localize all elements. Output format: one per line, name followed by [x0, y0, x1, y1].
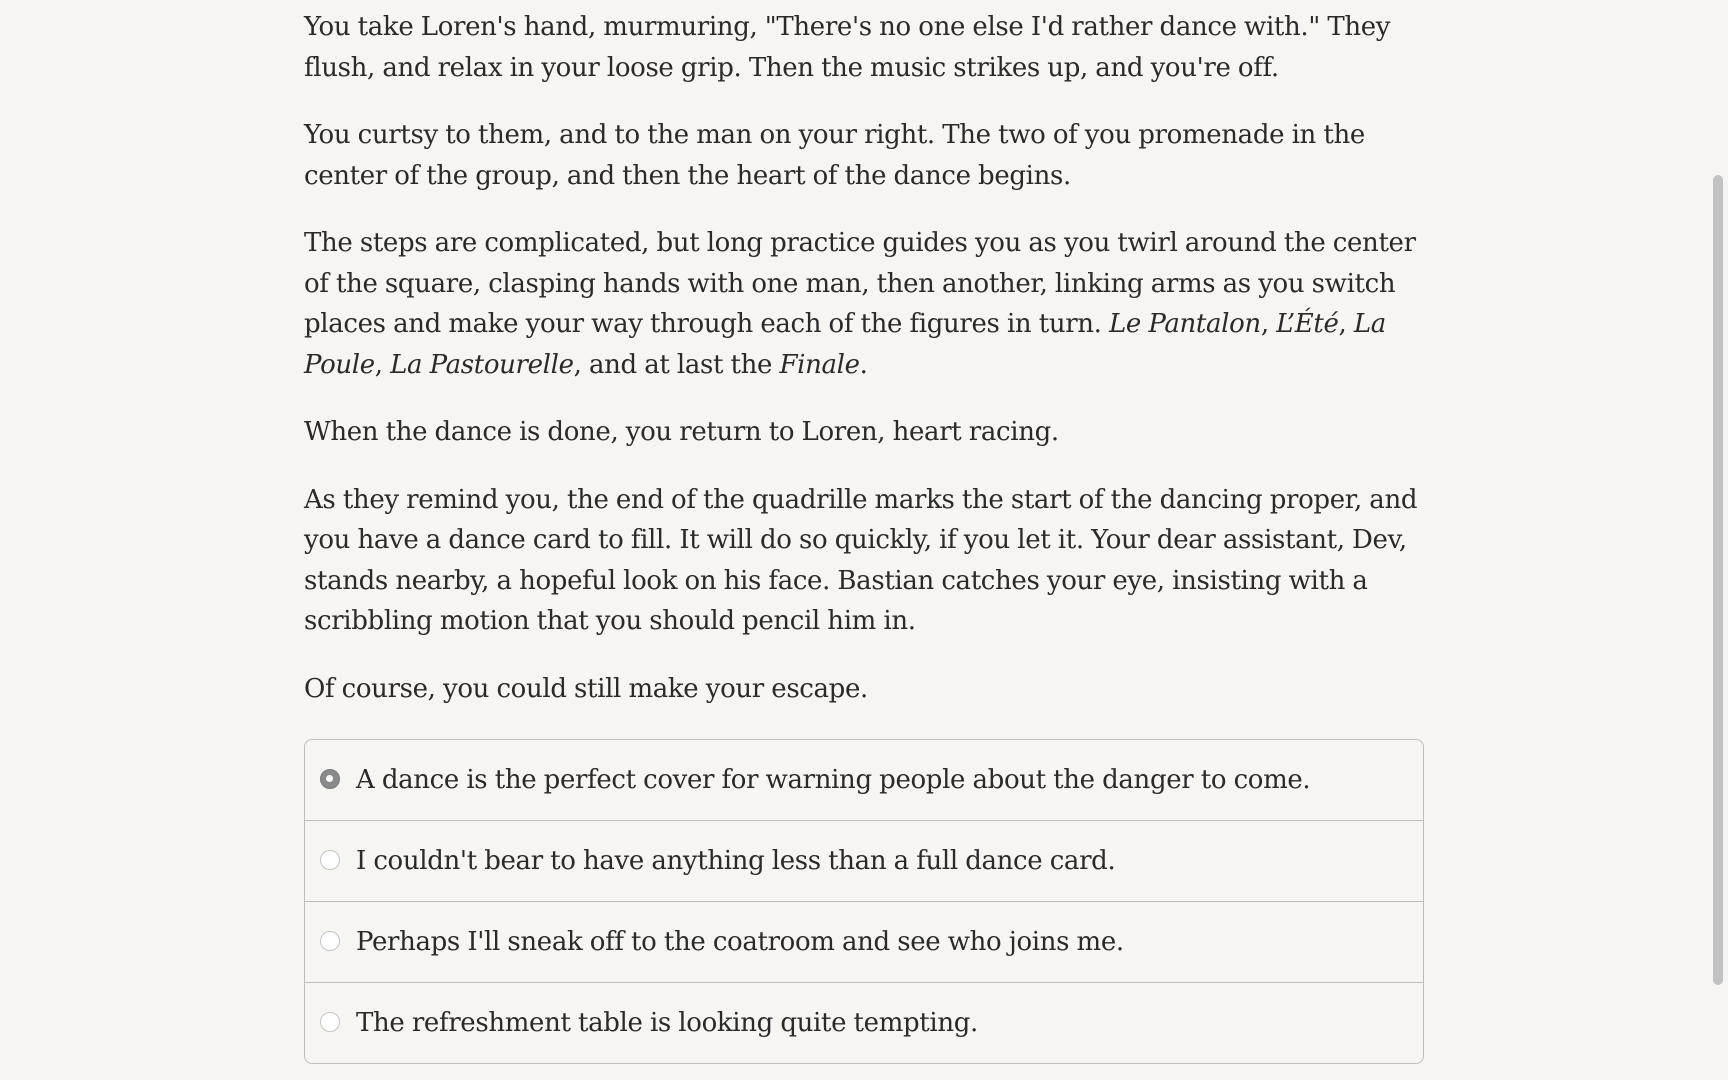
scrollbar-thumb[interactable] — [1713, 175, 1723, 985]
radio-button-icon[interactable] — [320, 850, 340, 870]
story-paragraph — [304, 7, 1424, 88]
radio-button-icon[interactable] — [320, 769, 340, 789]
story-paragraph — [304, 480, 1424, 642]
story-text-run: , — [374, 349, 391, 380]
story-emphasis: La Poule — [304, 309, 1386, 380]
story-text-run: The steps are complicated, but long practice guides you as you twirl around the center of the square, clasping hands with one man, then another, linking arms as you switch places and make your way through each of the figures in turn. — [304, 228, 1416, 339]
story-content — [304, 0, 1424, 1064]
story-text — [304, 7, 1424, 709]
choice-label: Perhaps I'll sneak off to the coatroom and see who joins me. — [356, 927, 1124, 957]
story-text-run: . — [859, 349, 868, 380]
radio-button-icon[interactable] — [320, 1012, 340, 1032]
choice-list — [304, 739, 1424, 1064]
story-emphasis: Le Pantalon — [1109, 309, 1261, 339]
choice-option[interactable] — [305, 901, 1423, 982]
story-text-run: , — [1260, 309, 1277, 339]
scrollbar[interactable] — [1708, 0, 1728, 1080]
story-emphasis: L’Été — [1276, 309, 1339, 339]
choice-label: A dance is the perfect cover for warning people about the danger to come. — [356, 765, 1311, 795]
choice-option[interactable] — [305, 982, 1423, 1063]
story-text-run: You curtsy to them, and to the man on your right. The two of you promenade in the center of the group, and then the heart of the dance begins. — [304, 120, 1365, 191]
story-emphasis: Finale — [779, 349, 860, 380]
radio-button-icon[interactable] — [320, 931, 340, 951]
story-text-run: , and at last the — [573, 349, 780, 380]
story-paragraph — [304, 115, 1424, 196]
story-text-run: When the dance is done, you return to Loren, heart racing. — [304, 417, 1059, 447]
choice-option[interactable] — [305, 820, 1423, 901]
choice-label: I couldn't bear to have anything less than a full dance card. — [356, 846, 1116, 876]
choice-label: The refreshment table is looking quite tempting. — [356, 1008, 978, 1038]
story-paragraph — [304, 223, 1424, 385]
story-text-run: , — [1338, 309, 1354, 339]
story-text-run: As they remind you, the end of the quadrille marks the start of the dancing proper, and you have a dance card to fill. It will do so quickly, if you let it. Your dear assistant, Dev, stands nearby, a hopeful look on his face. Bastian catches your eye, insisting with a scribbling motion that you should pencil him in. — [304, 484, 1418, 636]
story-text-run: You take Loren's hand, murmuring, "There's no one else I'd rather dance with." They flush, and relax in your loose grip. Then the music strikes up, and you're off. — [304, 12, 1391, 83]
choice-option[interactable] — [305, 740, 1423, 820]
story-paragraph — [304, 669, 1424, 710]
story-paragraph — [304, 412, 1424, 453]
story-emphasis: La Pastourelle — [390, 349, 574, 380]
story-text-run: Of course, you could still make your escape. — [304, 673, 868, 704]
